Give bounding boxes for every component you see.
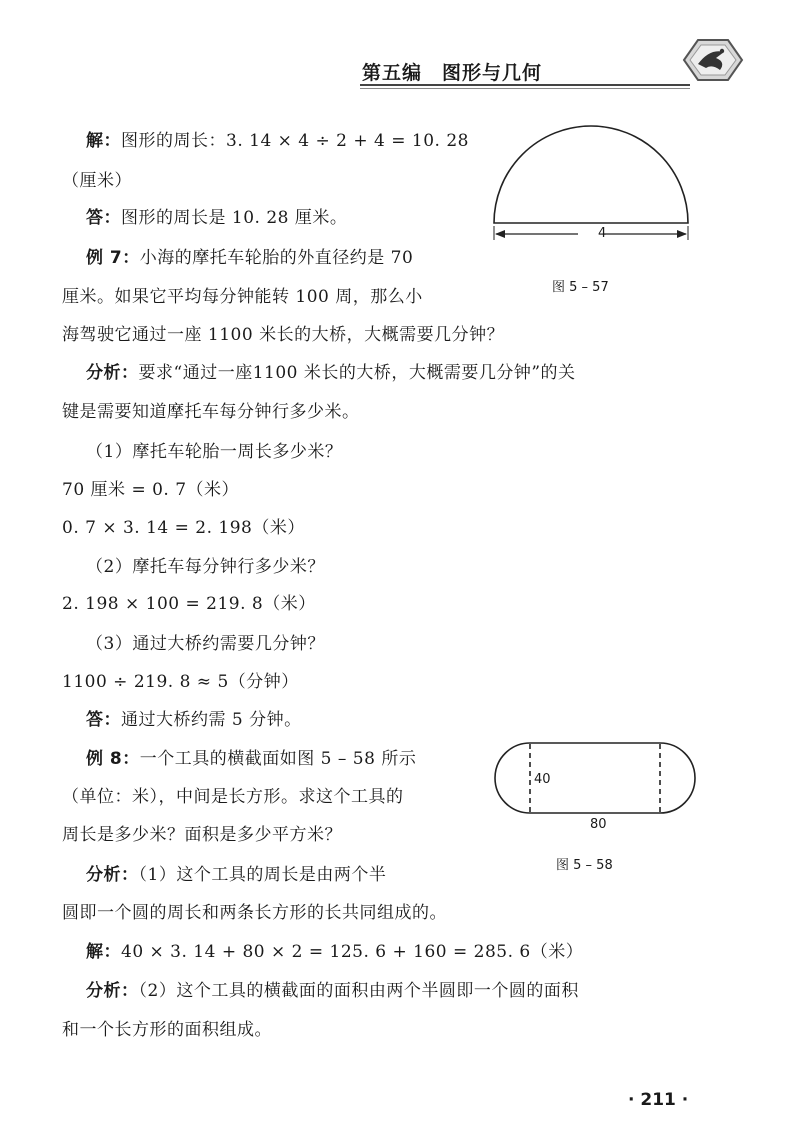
figure-5-58-caption: 图 5 – 58 [556, 858, 613, 873]
step-3-question: （3）通过大桥约需要几分钟？ [86, 634, 325, 654]
answer-line: 答：通过大桥约需 5 分钟。 [86, 710, 302, 730]
text-line-24: 和一个长方形的面积组成。 [62, 1020, 272, 1040]
page-number: · 211 · [628, 1090, 689, 1110]
header-rule-thin [360, 88, 690, 89]
analysis-heading: 分析：要求“通过一座1100 米长的大桥，大概需要几分钟”的关 [86, 363, 576, 383]
step-3-calc: 1100 ÷ 219. 8 ≈ 5（分钟） [62, 672, 299, 692]
text-line-3: 答：图形的周长是 10. 28 厘米。 [86, 208, 348, 228]
solution-line: 解：40 × 3. 14 + 80 × 2 = 125. 6 + 160 = 285. 6（米） [86, 942, 584, 962]
text-line-18: （单位：米），中间是长方形。求这个工具的 [62, 787, 404, 807]
text-line-1: 解：图形的周长：3. 14 × 4 ÷ 2 + 4 = 10. 28 [86, 131, 469, 151]
example-8-heading: 例 8：一个工具的横截面如图 5 – 58 所示 [86, 749, 417, 769]
step-1-calc-b: 0. 7 × 3. 14 = 2. 198（米） [62, 518, 305, 538]
step-2-question: （2）摩托车每分钟行多少米？ [86, 557, 325, 577]
text-line-6: 海驾驶它通过一座 1100 米长的大桥，大概需要几分钟？ [62, 325, 505, 345]
analysis-2-heading: 分析：（2）这个工具的横截面的面积由两个半圆即一个圆的面积 [86, 981, 579, 1001]
step-2-calc: 2. 198 × 100 = 219. 8（米） [62, 594, 316, 614]
text-line-2: （厘米） [62, 171, 132, 191]
text-line-19: 周长是多少米？面积是多少平方米？ [62, 825, 342, 845]
header-rule [360, 84, 690, 86]
stadium-height-label: 40 [534, 772, 551, 787]
text-line-21: 圆即一个圆的周长和两条长方形的长共同组成的。 [62, 903, 447, 923]
semicircle-width-label: 4 [598, 226, 607, 241]
figure-5-58-stadium [492, 740, 702, 816]
stadium-length-label: 80 [590, 817, 607, 832]
example-7-heading: 例 7：小海的摩托车轮胎的外直径约是 70 [86, 248, 414, 268]
analysis-1-heading: 分析：（1）这个工具的周长是由两个半 [86, 865, 387, 885]
text-line-5: 厘米。如果它平均每分钟能转 100 周，那么小 [62, 287, 423, 307]
chapter-title: 第五编 图形与几何 [362, 62, 543, 84]
text-line-8: 键是需要知道摩托车每分钟行多少米。 [62, 402, 360, 422]
chapter-emblem-icon [676, 34, 746, 86]
step-1-question: （1）摩托车轮胎一周长多少米？ [86, 442, 343, 462]
figure-5-57-semicircle [486, 118, 696, 248]
figure-5-57-caption: 图 5 – 57 [552, 280, 609, 295]
step-1-calc-a: 70 厘米 = 0. 7（米） [62, 480, 240, 500]
